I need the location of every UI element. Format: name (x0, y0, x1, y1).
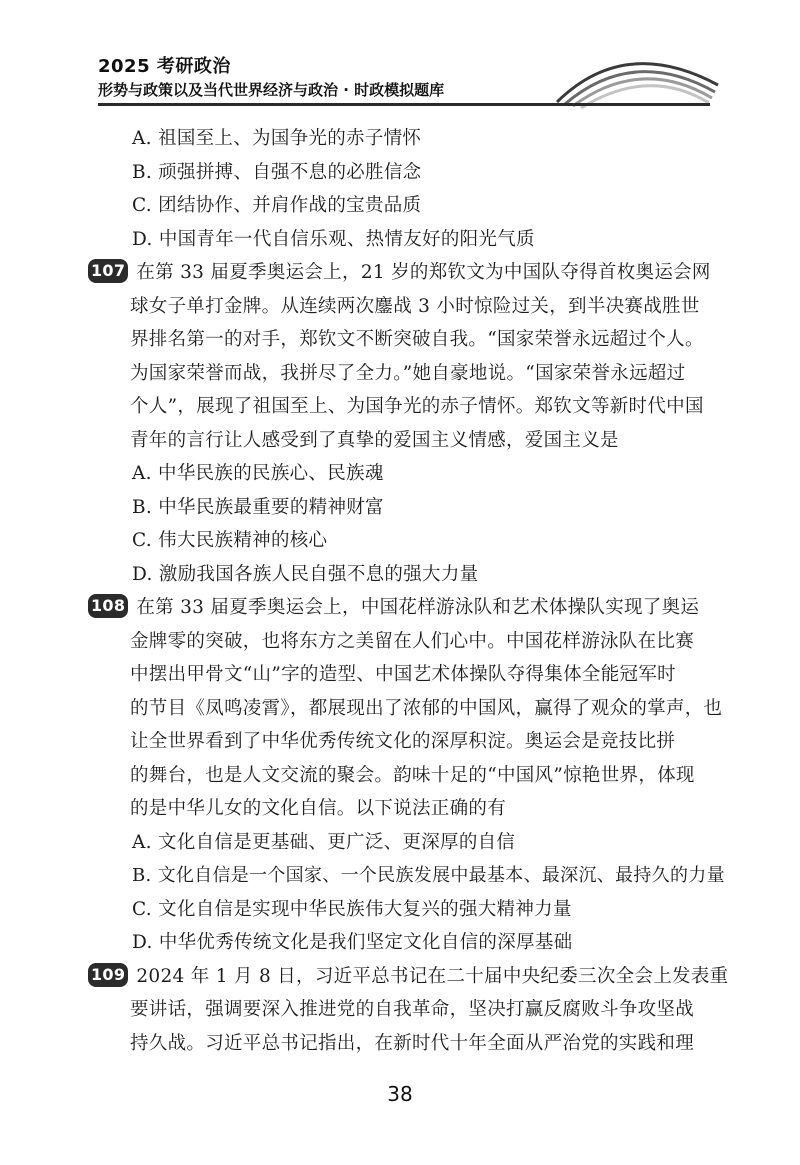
question-text-line: 中摆出甲骨文“山”字的造型、中国艺术体操队夺得集体全能冠军时 (130, 664, 676, 685)
question-first-line (88, 591, 728, 625)
option-line: C. 伟大民族精神的核心 (132, 530, 328, 551)
question-number-badge: 108 (88, 594, 128, 618)
header-rule (98, 103, 710, 106)
header-subtitle: 形势与政策以及当代世界经济与政治 · 时政模拟题库 (98, 81, 445, 99)
header-title: 2025 考研政治 (98, 56, 231, 77)
question-first-line (88, 256, 728, 290)
option-line: A. 祖国至上、为国争光的赤子情怀 (132, 128, 422, 149)
question-content (88, 122, 728, 1060)
question-text-line: 的节目《凤鸣凌霄》，都展现出了浓郁的中国风，赢得了观众的掌声，也 (130, 697, 723, 719)
question-text-line: 持久战。习近平总书记指出，在新时代十年全面从严治党的实践和理 (130, 1032, 695, 1054)
option-line: C. 团结协作、并肩作战的宝贵品质 (132, 195, 422, 216)
question-text: 2024 年 1 月 8 日，习近平总书记在二十届中央纪委三次全会上发表重 (136, 965, 729, 987)
question-text-line: 让全世界看到了中华优秀传统文化的深厚积淀。奥运会是竞技比拼 (130, 731, 676, 752)
question-text-line: 的是中华儿女的文化自信。以下说法正确的有 (130, 798, 507, 819)
question-text-line: 界排名第一的对手，郑钦文不断突破自我。“国家荣誉永远超过个人。 (130, 329, 704, 350)
question-text-line: 要讲话，强调要深入推进党的自我革命，坚决打赢反腐败斗争攻坚战 (130, 999, 695, 1020)
option-line: B. 文化自信是一个国家、一个民族发展中最基本、最深沉、最持久的力量 (132, 865, 725, 886)
question-number-badge: 107 (88, 259, 128, 283)
option-line: D. 中华优秀传统文化是我们坚定文化自信的深厚基础 (132, 932, 573, 953)
option-line: A. 文化自信是更基础、更广泛、更深厚的自信 (132, 831, 516, 853)
question-text-line: 青年的言行让人感受到了真挚的爱国主义情感，爱国主义是 (130, 429, 619, 451)
option-line: D. 激励我国各族人民自强不息的强大力量 (132, 563, 479, 585)
question-text-line: 的舞台，也是人文交流的聚会。韵味十足的“中国风”惊艳世界，体现 (130, 764, 695, 786)
page-header (0, 0, 800, 110)
question-text-line: 金牌零的突破，也将东方之美留在人们心中。中国花样游泳队在比赛 (130, 630, 695, 652)
option-line: A. 中华民族的民族心、民族魂 (132, 463, 384, 484)
question-first-line (88, 960, 728, 994)
question-number-badge: 109 (88, 963, 128, 987)
header-swoosh-decoration (555, 40, 720, 110)
question-text: 在第 33 届夏季奥运会上，21 岁的郑钦文为中国队夺得首枚奥运会网 (136, 262, 711, 283)
page-number: 38 (387, 1082, 413, 1106)
question-text: 在第 33 届夏季奥运会上，中国花样游泳队和艺术体操队实现了奥运 (136, 597, 700, 618)
question-text-line: 球女子单打金牌。从连续两次鏖战 3 小时惊险过关，到半决赛战胜世 (130, 295, 700, 317)
option-line: B. 中华民族最重要的精神财富 (132, 496, 384, 518)
option-line: C. 文化自信是实现中华民族伟大复兴的强大精神力量 (132, 898, 572, 920)
question-text-line: 个人”，展现了祖国至上、为国争光的赤子情怀。郑钦文等新时代中国 (130, 396, 704, 417)
option-line: D. 中国青年一代自信乐观、热情友好的阳光气质 (132, 228, 535, 250)
question-text-line: 为国家荣誉而战，我拼尽了全力。”她自豪地说。“国家荣誉永远超过 (130, 362, 686, 384)
option-line: B. 顽强拼搏、自强不息的必胜信念 (132, 161, 422, 183)
